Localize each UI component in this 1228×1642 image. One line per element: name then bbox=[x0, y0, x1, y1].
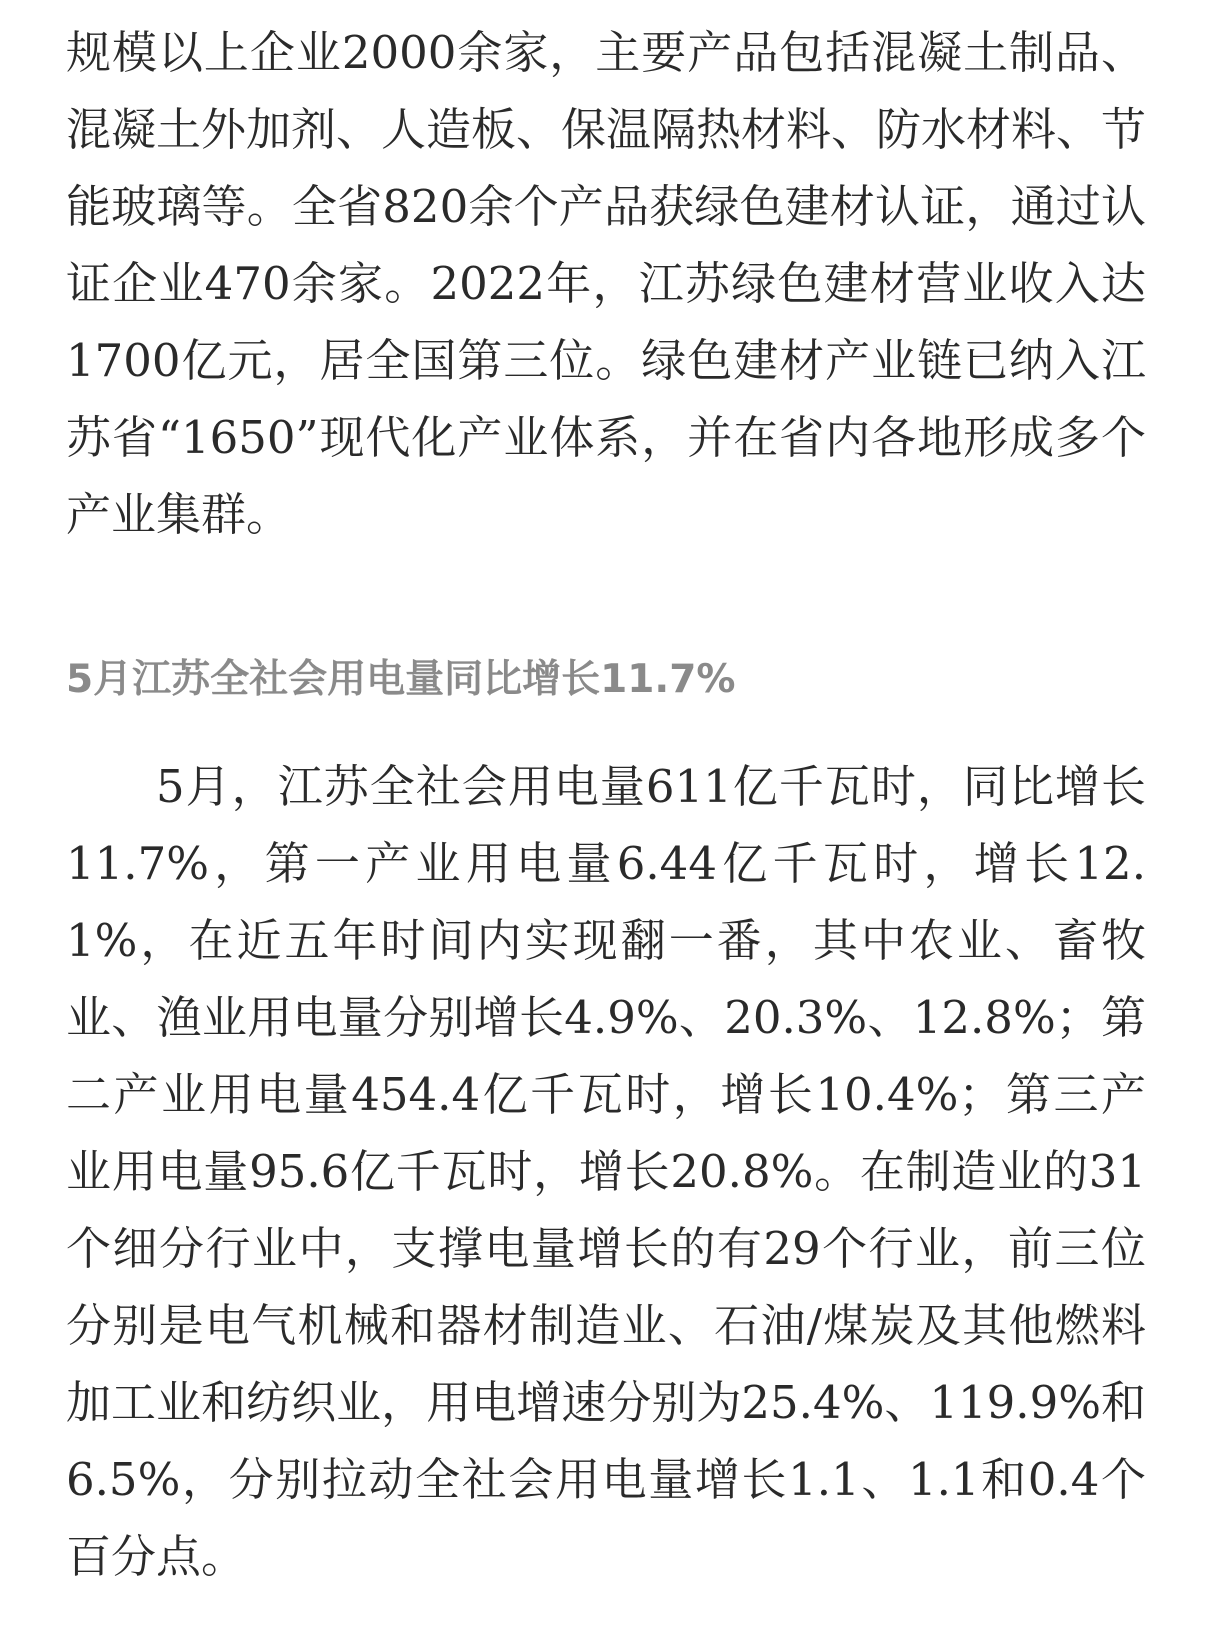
section-heading: 5月江苏全社会用电量同比增长11.7% bbox=[66, 657, 736, 702]
body-paragraph: 5月，江苏全社会用电量611亿千瓦时，同比增长11.7%，第一产业用电量6.44亿千瓦时，增长12.1%，在近五年时间内实现翻一番，其中农业、畜牧业、渔业用电量分别增长4.9%、20.3%、12.8%；第二产业用电量454.4亿千瓦时，增长10.4%；第三产业用电量95.6亿千瓦时，增长20.8%。在制造业的31个细分行业中，支撑电量增长的有29个行业，前三位分别是电气机械和器材制造业、石油/煤炭及其他燃料加工业和纺织业，用电增速分别为25.4%、119.9%和6.5%，分别拉动全社会用电量增长1.1、1.1和0.4个百分点。 bbox=[66, 760, 1146, 1583]
intro-paragraph: 规模以上企业2000余家，主要产品包括混凝土制品、混凝土外加剂、人造板、保温隔热材料、防水材料、节能玻璃等。全省820余个产品获绿色建材认证，通过认证企业470余家。2022年，江苏绿色建材营业收入达1700亿元，居全国第三位。绿色建材产业链已纳入江苏省“1650”现代化产业体系，并在省内各地形成多个产业集群。 bbox=[66, 26, 1147, 541]
